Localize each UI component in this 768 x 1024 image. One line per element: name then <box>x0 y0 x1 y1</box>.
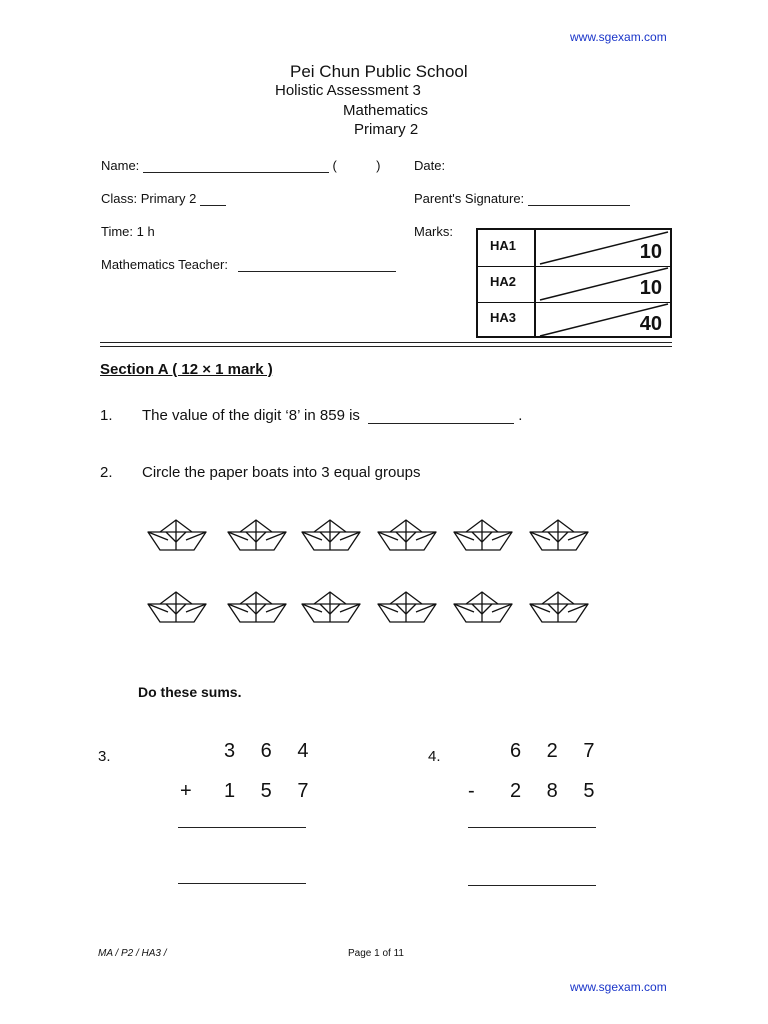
marks-row-label: HA1 <box>478 230 536 266</box>
teacher-label: Mathematics Teacher: <box>101 257 228 272</box>
paper-boat-icon[interactable] <box>528 518 590 554</box>
parent-signature-line[interactable] <box>528 191 630 206</box>
time-label: Time: 1 h <box>101 224 155 239</box>
paper-boat-icon[interactable] <box>528 590 590 626</box>
question-2-text: Circle the paper boats into 3 equal groups <box>142 464 421 481</box>
question-2-number: 2. <box>100 464 113 481</box>
site-url-bottom[interactable]: www.sgexam.com <box>570 980 667 994</box>
class-line[interactable] <box>200 191 226 206</box>
paper-boat-icon[interactable] <box>300 590 362 626</box>
paper-boat-icon[interactable] <box>300 518 362 554</box>
question-4-number: 4. <box>428 748 441 765</box>
marks-row <box>478 230 670 267</box>
paren-open: ( <box>332 158 337 173</box>
name-line[interactable] <box>143 158 329 173</box>
paper-boat-icon[interactable] <box>376 590 438 626</box>
marks-row-score: 10 <box>639 241 662 263</box>
paper-boat-icon[interactable] <box>226 590 288 626</box>
answer-line-3-bottom[interactable] <box>178 883 306 884</box>
question-4-bottom-number: 2 8 5 <box>510 780 605 802</box>
marks-label: Marks: <box>414 224 453 239</box>
marks-row <box>478 266 670 303</box>
level-title: Primary 2 <box>354 121 419 138</box>
date-label: Date: <box>414 158 446 173</box>
footer-code: MA / P2 / HA3 / <box>98 948 167 959</box>
question-3-operator: + <box>180 780 202 802</box>
parent-signature-label: Parent's Signature: <box>414 191 525 206</box>
paper-boat-icon[interactable] <box>452 590 514 626</box>
marks-table <box>476 228 672 338</box>
teacher-line[interactable] <box>238 257 396 272</box>
paper-boat-icon[interactable] <box>376 518 438 554</box>
paren-close: ) <box>376 158 381 173</box>
answer-line-3[interactable] <box>178 827 306 828</box>
name-field <box>101 158 380 173</box>
marks-row-label: HA3 <box>478 302 536 338</box>
school-name: Pei Chun Public School <box>290 62 468 81</box>
marks-row <box>478 302 670 338</box>
question-3-bottom-number: 1 5 7 <box>224 780 319 802</box>
question-3-number: 3. <box>98 748 111 765</box>
separator-line <box>100 342 672 343</box>
paper-boat-icon[interactable] <box>226 518 288 554</box>
class-field <box>101 191 226 206</box>
assessment-title: Holistic Assessment 3 <box>275 82 421 99</box>
separator-line <box>100 346 672 347</box>
paper-boat-icon[interactable] <box>146 590 208 626</box>
marks-row-score: 10 <box>639 277 662 299</box>
answer-line-1[interactable] <box>368 409 514 424</box>
instruction-text: Do these sums. <box>138 684 242 700</box>
teacher-field <box>101 257 396 272</box>
site-url-top[interactable]: www.sgexam.com <box>570 30 667 44</box>
question-3-top-number: 3 6 4 <box>224 740 319 762</box>
answer-line-4[interactable] <box>468 827 596 828</box>
subject-title: Mathematics <box>343 102 429 119</box>
paper-boat-icon[interactable] <box>146 518 208 554</box>
parent-signature-field <box>414 191 630 206</box>
marks-row-label: HA2 <box>478 266 536 302</box>
question-1-end: . <box>518 407 523 424</box>
paper-boat-icon[interactable] <box>452 518 514 554</box>
question-1 <box>142 407 522 424</box>
name-label: Name: <box>101 158 140 173</box>
marks-row-score: 40 <box>639 313 662 335</box>
question-4-top-number: 6 2 7 <box>510 740 605 762</box>
question-4-operator: - <box>468 780 485 802</box>
class-label: Class: Primary 2 <box>101 191 197 206</box>
answer-line-4-bottom[interactable] <box>468 885 596 886</box>
question-1-number: 1. <box>100 407 113 424</box>
question-1-text: The value of the digit ‘8’ in 859 is <box>142 407 360 424</box>
section-title: Section A ( 12 × 1 mark ) <box>100 361 273 378</box>
footer-page: Page 1 of 11 <box>348 948 404 959</box>
